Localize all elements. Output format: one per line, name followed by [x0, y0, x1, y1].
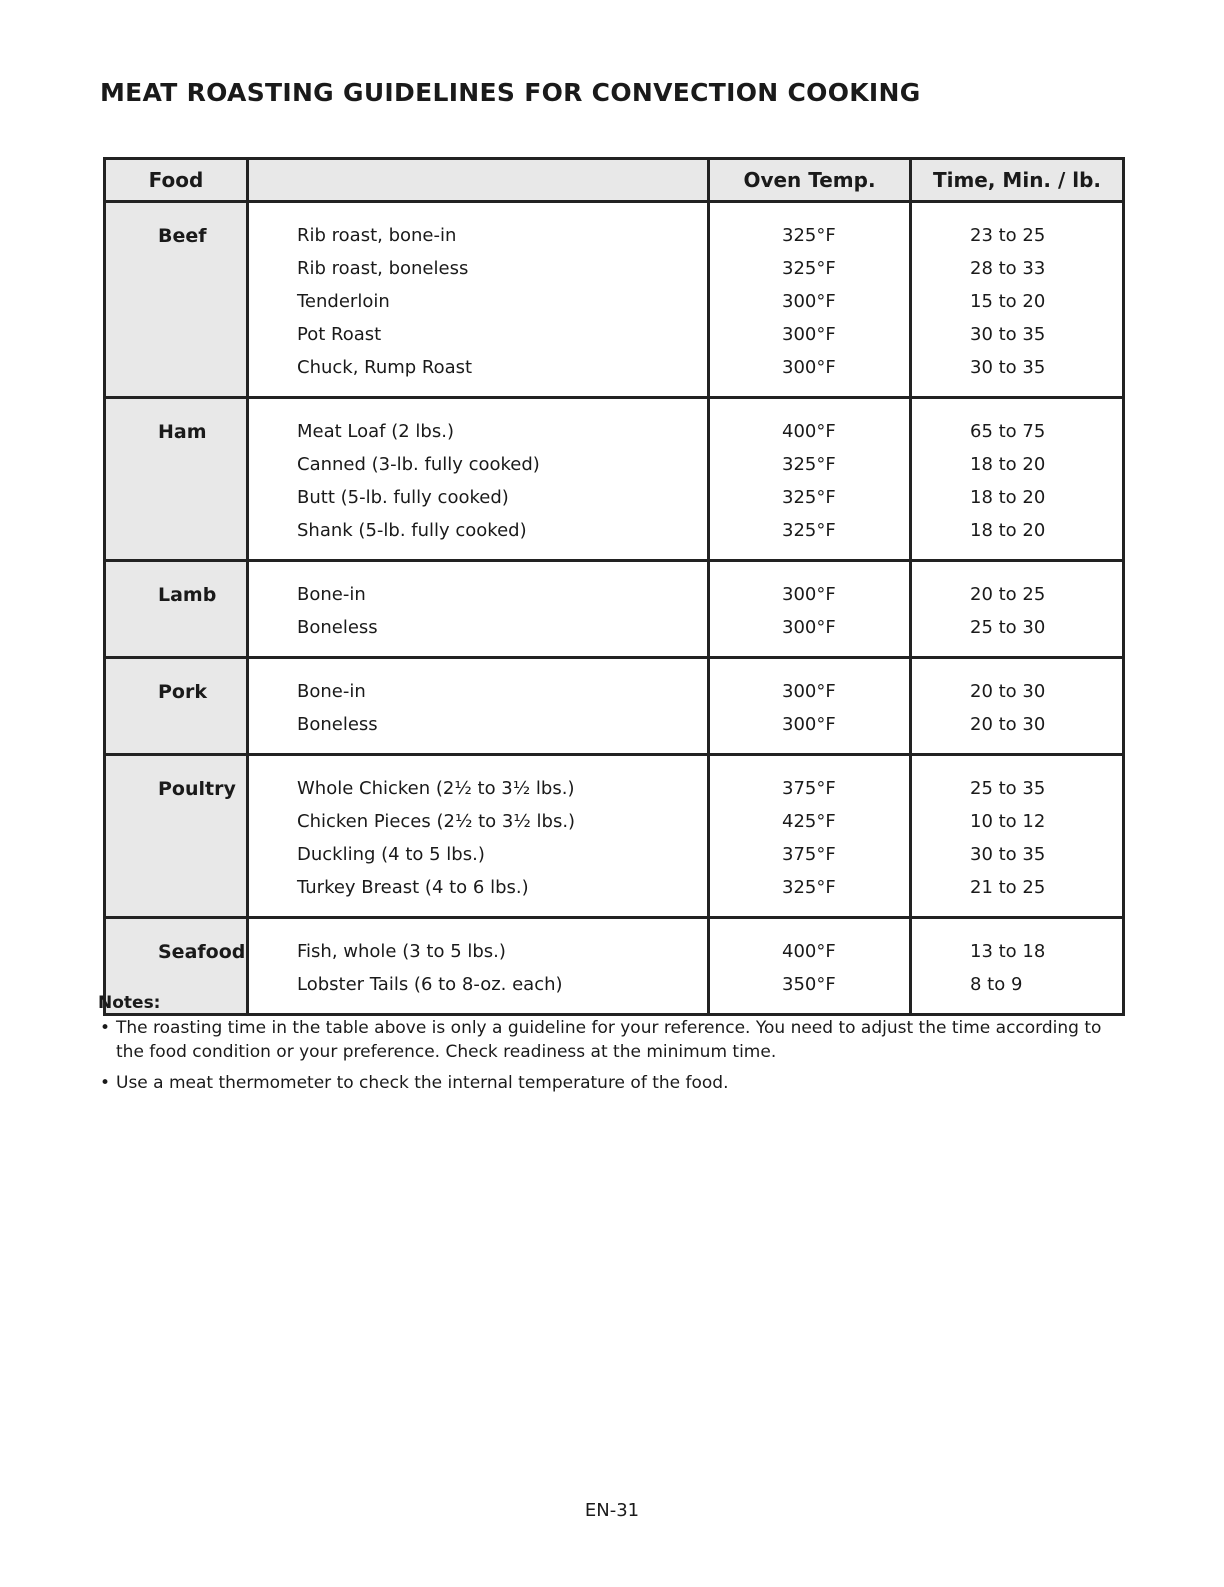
food-category: Pork — [105, 658, 248, 755]
food-item: Bone-in — [297, 584, 366, 605]
oven-temp: 300°F — [782, 291, 836, 312]
oven-temp-cell — [709, 202, 911, 398]
food-item: Whole Chicken (2½ to 3½ lbs.) — [297, 778, 575, 799]
roast-time: 65 to 75 — [970, 421, 1046, 442]
roast-time: 23 to 25 — [970, 225, 1046, 246]
notes-title: Notes: — [98, 993, 161, 1013]
note-text: Use a meat thermometer to check the internal temperature of the food. — [116, 1073, 729, 1093]
oven-temp: 325°F — [782, 454, 836, 475]
food-category: Ham — [105, 398, 248, 561]
food-category: Seafood — [105, 918, 248, 1015]
oven-temp-cell — [709, 918, 911, 1015]
notes-list — [98, 1016, 1108, 1102]
bullet-icon: • — [100, 1018, 111, 1038]
roast-time-cell — [911, 561, 1124, 658]
oven-temp: 325°F — [782, 487, 836, 508]
roast-time: 8 to 9 — [970, 974, 1023, 995]
food-item: Shank (5-lb. fully cooked) — [297, 520, 527, 541]
oven-temp: 325°F — [782, 258, 836, 279]
food-item: Turkey Breast (4 to 6 lbs.) — [297, 877, 529, 898]
food-item: Tenderloin — [297, 291, 390, 312]
roast-time-cell — [911, 918, 1124, 1015]
food-item-cell — [248, 202, 709, 398]
note-item — [98, 1071, 1108, 1095]
table-row — [105, 755, 1124, 918]
roast-time: 30 to 35 — [970, 844, 1046, 865]
table-body — [105, 202, 1124, 1015]
oven-temp: 300°F — [782, 617, 836, 638]
roast-time-cell — [911, 202, 1124, 398]
roasting-table — [103, 157, 1125, 1016]
food-item: Fish, whole (3 to 5 lbs.) — [297, 941, 506, 962]
oven-temp: 400°F — [782, 421, 836, 442]
oven-temp: 300°F — [782, 681, 836, 702]
table-row — [105, 202, 1124, 398]
food-item: Chicken Pieces (2½ to 3½ lbs.) — [297, 811, 576, 832]
oven-temp: 325°F — [782, 225, 836, 246]
oven-temp: 375°F — [782, 844, 836, 865]
roast-time: 25 to 30 — [970, 617, 1046, 638]
oven-temp-cell — [709, 658, 911, 755]
roast-time-cell — [911, 398, 1124, 561]
roast-time: 20 to 25 — [970, 584, 1046, 605]
food-item-cell — [248, 755, 709, 918]
food-item: Bone-in — [297, 681, 366, 702]
roast-time: 15 to 20 — [970, 291, 1046, 312]
food-item: Lobster Tails (6 to 8-oz. each) — [297, 974, 563, 995]
page-number: EN-31 — [584, 1500, 640, 1521]
oven-temp: 400°F — [782, 941, 836, 962]
food-item: Rib roast, boneless — [297, 258, 469, 279]
roast-time: 18 to 20 — [970, 454, 1046, 475]
food-item: Boneless — [297, 714, 378, 735]
table-row — [105, 658, 1124, 755]
roast-time: 30 to 35 — [970, 357, 1046, 378]
table-header-row — [105, 159, 1124, 202]
note-text: The roasting time in the table above is only a guideline for your reference. You need to adjust the time according to the food condition or your preference. Check readiness at the minimum time. — [116, 1018, 1102, 1062]
table-row — [105, 398, 1124, 561]
food-item: Rib roast, bone-in — [297, 225, 457, 246]
oven-temp: 300°F — [782, 324, 836, 345]
food-item: Meat Loaf (2 lbs.) — [297, 421, 454, 442]
food-item-cell — [248, 918, 709, 1015]
oven-temp: 325°F — [782, 877, 836, 898]
roast-time: 21 to 25 — [970, 877, 1046, 898]
food-item: Pot Roast — [297, 324, 382, 345]
header-food: Food — [105, 159, 248, 202]
food-item: Butt (5-lb. fully cooked) — [297, 487, 509, 508]
oven-temp: 375°F — [782, 778, 836, 799]
food-category: Beef — [105, 202, 248, 398]
roast-time-cell — [911, 755, 1124, 918]
food-item-cell — [248, 561, 709, 658]
food-item: Chuck, Rump Roast — [297, 357, 473, 378]
food-category: Lamb — [105, 561, 248, 658]
note-item — [98, 1016, 1108, 1064]
roast-time: 10 to 12 — [970, 811, 1046, 832]
table-row — [105, 561, 1124, 658]
oven-temp: 300°F — [782, 584, 836, 605]
header-oven-temp: Oven Temp. — [709, 159, 911, 202]
roast-time: 30 to 35 — [970, 324, 1046, 345]
oven-temp: 350°F — [782, 974, 836, 995]
header-item — [248, 159, 709, 202]
oven-temp: 425°F — [782, 811, 836, 832]
roast-time: 18 to 20 — [970, 487, 1046, 508]
food-item-cell — [248, 658, 709, 755]
roast-time: 25 to 35 — [970, 778, 1046, 799]
header-time: Time, Min. / lb. — [911, 159, 1124, 202]
oven-temp: 300°F — [782, 357, 836, 378]
table-row — [105, 918, 1124, 1015]
roast-time: 13 to 18 — [970, 941, 1046, 962]
food-item: Duckling (4 to 5 lbs.) — [297, 844, 485, 865]
oven-temp: 325°F — [782, 520, 836, 541]
oven-temp: 300°F — [782, 714, 836, 735]
food-item: Canned (3-lb. fully cooked) — [297, 454, 540, 475]
food-item: Boneless — [297, 617, 378, 638]
food-item-cell — [248, 398, 709, 561]
roast-time: 28 to 33 — [970, 258, 1046, 279]
oven-temp-cell — [709, 398, 911, 561]
oven-temp-cell — [709, 561, 911, 658]
roast-time: 20 to 30 — [970, 681, 1046, 702]
oven-temp-cell — [709, 755, 911, 918]
bullet-icon: • — [100, 1073, 111, 1093]
roast-time: 18 to 20 — [970, 520, 1046, 541]
roast-time-cell — [911, 658, 1124, 755]
roast-time: 20 to 30 — [970, 714, 1046, 735]
food-category: Poultry — [105, 755, 248, 918]
page-title: MEAT ROASTING GUIDELINES FOR CONVECTION COOKING — [100, 78, 921, 107]
